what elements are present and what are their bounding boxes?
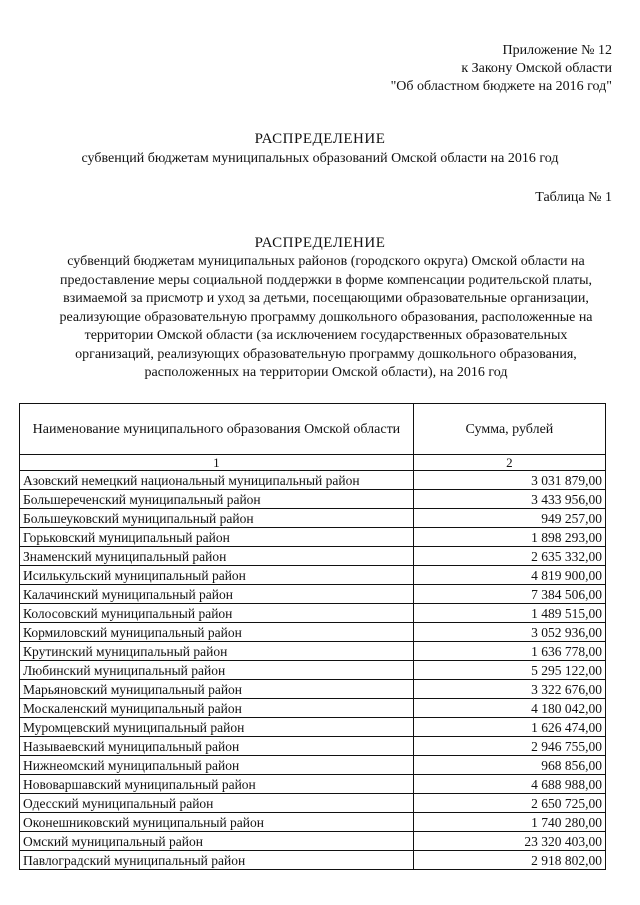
column-number-1: 1 bbox=[20, 455, 414, 471]
subvention-amount: 2 635 332,00 bbox=[413, 547, 605, 566]
table-row bbox=[20, 585, 606, 604]
table-number: Таблица № 1 bbox=[535, 190, 612, 205]
section-title: РАСПРЕДЕЛЕНИЕ bbox=[254, 131, 386, 147]
municipality-name: Нововаршавский муниципальный район bbox=[20, 775, 414, 794]
municipality-name: Омский муниципальный район bbox=[20, 832, 414, 851]
table-row bbox=[20, 642, 606, 661]
subvention-amount: 3 322 676,00 bbox=[413, 680, 605, 699]
table-row bbox=[20, 737, 606, 756]
subvention-amount: 949 257,00 bbox=[413, 509, 605, 528]
table-row bbox=[20, 699, 606, 718]
municipality-name: Кормиловский муниципальный район bbox=[20, 623, 414, 642]
subvention-amount: 7 384 506,00 bbox=[413, 585, 605, 604]
subvention-amount: 2 918 802,00 bbox=[413, 851, 605, 870]
subvention-amount: 1 898 293,00 bbox=[413, 528, 605, 547]
subvention-amount: 1 489 515,00 bbox=[413, 604, 605, 623]
header-municipality: Наименование муниципального образования Омской области bbox=[20, 404, 414, 455]
subvention-amount: 3 052 936,00 bbox=[413, 623, 605, 642]
table-row bbox=[20, 661, 606, 680]
subvention-amount: 3 433 956,00 bbox=[413, 490, 605, 509]
subvention-amount: 1 626 474,00 bbox=[413, 718, 605, 737]
appendix-header bbox=[391, 42, 612, 96]
municipality-name: Оконешниковский муниципальный район bbox=[20, 813, 414, 832]
table-row bbox=[20, 623, 606, 642]
appendix-line-3: "Об областном бюджете на 2016 год" bbox=[390, 79, 612, 94]
municipality-name: Павлоградский муниципальный район bbox=[20, 851, 414, 870]
appendix-line-1: Приложение № 12 bbox=[502, 43, 612, 58]
subvention-amount: 4 180 042,00 bbox=[413, 699, 605, 718]
municipality-name: Исилькульский муниципальный район bbox=[20, 566, 414, 585]
municipality-name: Одесский муниципальный район bbox=[20, 794, 414, 813]
subvention-amount: 1 636 778,00 bbox=[413, 642, 605, 661]
municipality-name: Марьяновский муниципальный район bbox=[20, 680, 414, 699]
table-row bbox=[20, 813, 606, 832]
table-row bbox=[20, 528, 606, 547]
table-row bbox=[20, 680, 606, 699]
municipality-name: Москаленский муниципальный район bbox=[20, 699, 414, 718]
subvention-amount: 4 819 900,00 bbox=[413, 566, 605, 585]
subvention-amount: 23 320 403,00 bbox=[413, 832, 605, 851]
table-row bbox=[20, 775, 606, 794]
subvention-amount: 3 031 879,00 bbox=[413, 471, 605, 490]
municipality-name: Нижнеомский муниципальный район bbox=[20, 756, 414, 775]
municipality-name: Любинский муниципальный район bbox=[20, 661, 414, 680]
table-row bbox=[20, 832, 606, 851]
subvention-amount: 5 295 122,00 bbox=[413, 661, 605, 680]
table-row bbox=[20, 851, 606, 870]
section-subtitle: субвенций бюджетам муниципальных образований Омской области на 2016 год bbox=[81, 151, 559, 166]
table-row bbox=[20, 471, 606, 490]
municipality-name: Большеуковский муниципальный район bbox=[20, 509, 414, 528]
table-row bbox=[20, 566, 606, 585]
municipality-name: Горьковский муниципальный район bbox=[20, 528, 414, 547]
table-row bbox=[20, 718, 606, 737]
column-number-2: 2 bbox=[413, 455, 605, 471]
municipality-name: Муромцевский муниципальный район bbox=[20, 718, 414, 737]
municipality-name: Называевский муниципальный район bbox=[20, 737, 414, 756]
subvention-amount: 968 856,00 bbox=[413, 756, 605, 775]
municipality-name: Крутинский муниципальный район bbox=[20, 642, 414, 661]
subvention-amount: 1 740 280,00 bbox=[413, 813, 605, 832]
header-amount: Сумма, рублей bbox=[413, 404, 605, 455]
table-description: субвенций бюджетам муниципальных районов (городского округа) Омской области на предоставление меры социальной поддержки в форме компенсации родительской платы, взимаемой за присмотр и уход за детьми, посещающими образовательные организации, реализующие образовательную программу дошкольного образования, расположенные на территории Омской области (за исключением государственных образовательных организаций, реализующих образовательную программу дошкольного образования, расположенных на территории Омской области), на 2016 год bbox=[59, 254, 593, 380]
table-row bbox=[20, 490, 606, 509]
municipality-name: Большереченский муниципальный район bbox=[20, 490, 414, 509]
municipality-name: Азовский немецкий национальный муниципальный район bbox=[20, 471, 414, 490]
subvention-amount: 2 650 725,00 bbox=[413, 794, 605, 813]
table-row bbox=[20, 756, 606, 775]
municipality-name: Калачинский муниципальный район bbox=[20, 585, 414, 604]
municipality-name: Знаменский муниципальный район bbox=[20, 547, 414, 566]
table-title: РАСПРЕДЕЛЕНИЕ bbox=[254, 235, 386, 251]
table-row bbox=[20, 547, 606, 566]
table-row bbox=[20, 604, 606, 623]
distribution-table bbox=[19, 403, 606, 870]
table-row bbox=[20, 794, 606, 813]
municipality-name: Колосовский муниципальный район bbox=[20, 604, 414, 623]
table-row bbox=[20, 509, 606, 528]
subvention-amount: 2 946 755,00 bbox=[413, 737, 605, 756]
subvention-amount: 4 688 988,00 bbox=[413, 775, 605, 794]
appendix-line-2: к Закону Омской области bbox=[461, 61, 612, 76]
